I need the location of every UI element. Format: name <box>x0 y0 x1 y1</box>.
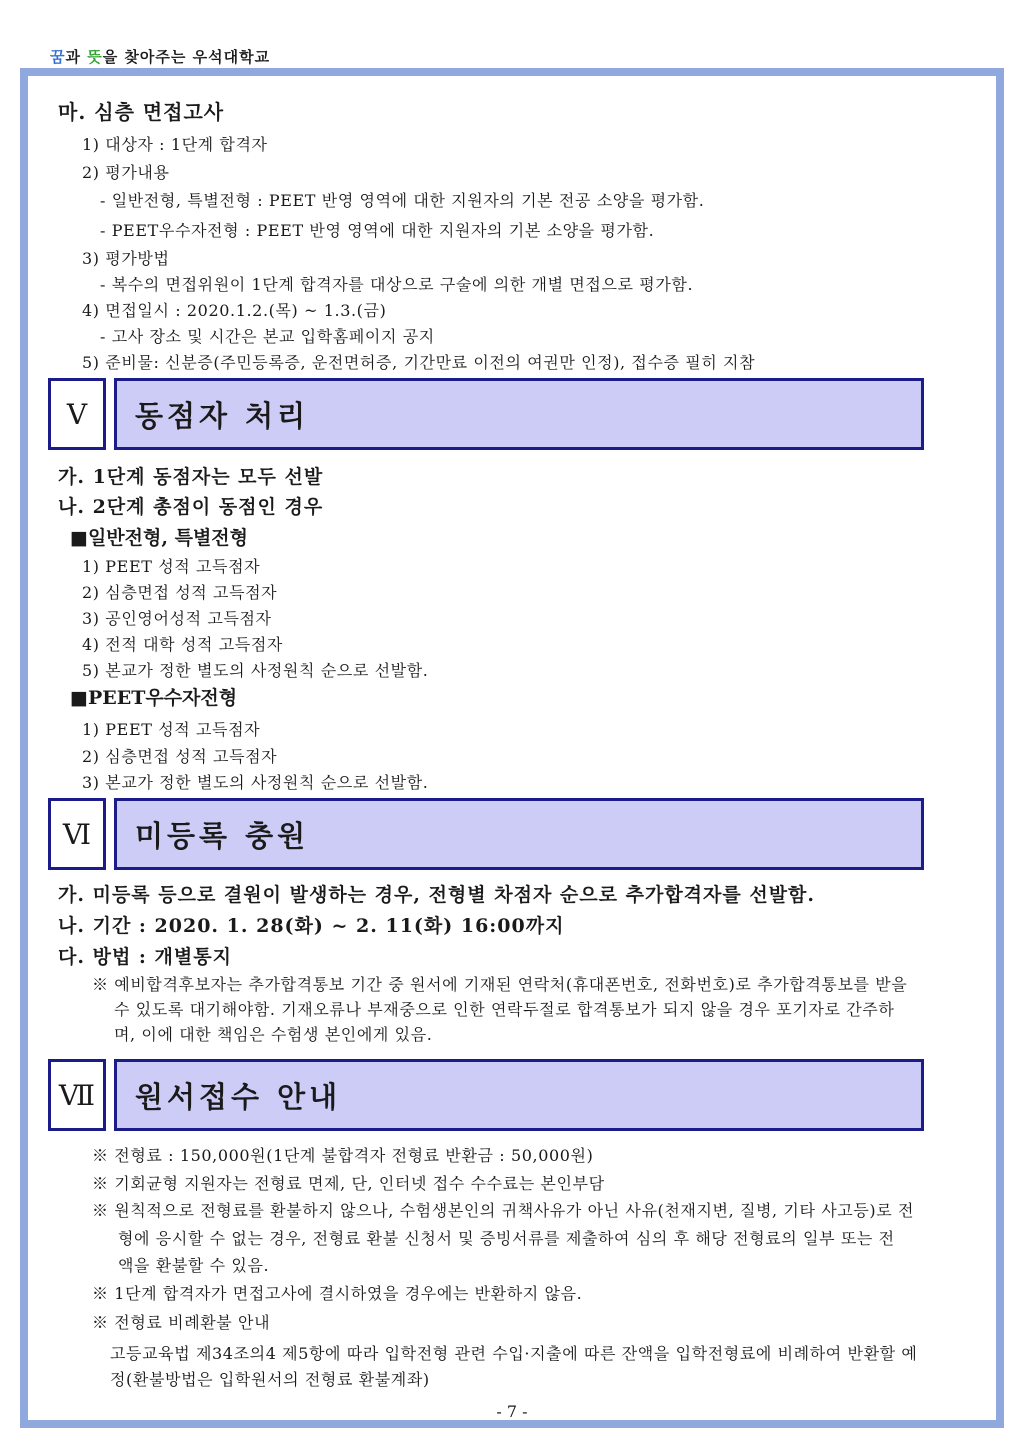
section-5-group1-title: ■일반전형, 특별전형 <box>70 527 249 549</box>
section-6-da: 다. 방법 : 개별통지 <box>58 946 232 968</box>
header-char-2: 과 <box>65 48 88 66</box>
section-6-na: 나. 기간 : 2020. 1. 28(화) ~ 2. 11(화) 16:00까지 <box>58 915 565 937</box>
section-6-number-box: Ⅵ <box>48 798 106 870</box>
ma-line-8: - 고사 장소 및 시간은 본교 입학홈페이지 공지 <box>100 327 435 346</box>
section-5-title-box: 동점자 처리 <box>114 378 924 450</box>
header-char-3: 뜻 <box>87 48 103 66</box>
ma-line-9: 5) 준비물: 신분증(주민등록증, 운전면허증, 기간만료 이전의 여권만 인정), 접수증 필히 지참 <box>82 353 756 372</box>
ma-line-1: 1) 대상자 : 1단계 합격자 <box>82 135 268 154</box>
section-7-note-6: ※ 1단계 합격자가 면접고사에 결시하였을 경우에는 반환하지 않음. <box>92 1284 583 1303</box>
section-5-ga: 가. 1단계 동점자는 모두 선발 <box>58 466 324 488</box>
group1-item-5: 5) 본교가 정한 별도의 사정원칙 순으로 선발함. <box>82 661 429 680</box>
section-7-note-8: 고등교육법 제34조의4 제5항에 따라 입학전형 관련 수입·지출에 따른 잔액을 입학전형료에 비례하여 반환할 예 <box>110 1344 918 1363</box>
group1-item-3: 3) 공인영어성적 고득점자 <box>82 609 272 628</box>
header-char-1: 꿈 <box>50 48 66 66</box>
page-header <box>50 46 270 67</box>
group1-item-2: 2) 심층면접 성적 고득점자 <box>82 583 278 602</box>
ma-line-3: - 일반전형, 특별전형 : PEET 반영 영역에 대한 지원자의 기본 전공 소양을 평가함. <box>100 191 705 210</box>
section-5-na: 나. 2단계 총점이 동점인 경우 <box>58 496 324 518</box>
group1-item-1: 1) PEET 성적 고득점자 <box>82 557 261 576</box>
group2-item-3: 3) 본교가 정한 별도의 사정원칙 순으로 선발함. <box>82 773 429 792</box>
group1-item-4: 4) 전적 대학 성적 고득점자 <box>82 635 283 654</box>
section-ma-title: 마. 심층 면접고사 <box>58 100 225 124</box>
section-7-title-box: 원서접수 안내 <box>114 1059 924 1131</box>
section-7-note-5: 액을 환불할 수 있음. <box>118 1256 270 1275</box>
section-7-note-3: ※ 원칙적으로 전형료를 환불하지 않으나, 수험생본인의 귀책사유가 아닌 사유(천재지변, 질병, 기타 사고등)로 전 <box>92 1201 915 1220</box>
section-7-note-4: 형에 응시할 수 없는 경우, 전형료 환불 신청서 및 증빙서류를 제출하여 심의 후 해당 전형료의 일부 또는 전 <box>118 1229 895 1248</box>
section-6-note-3: 며, 이에 대한 책임은 수험생 본인에게 있음. <box>114 1025 433 1044</box>
section-7-note-9: 정(환불방법은 입학원서의 전형료 환불계좌) <box>110 1370 430 1389</box>
section-5-number-box: Ⅴ <box>48 378 106 450</box>
header-text: 을 찾아주는 우석대학교 <box>102 48 271 66</box>
section-7-note-2: ※ 기회균형 지원자는 전형료 면제, 단, 인터넷 접수 수수료는 본인부담 <box>92 1174 605 1193</box>
ma-line-2: 2) 평가내용 <box>82 163 170 182</box>
ma-line-5: 3) 평가방법 <box>82 249 170 268</box>
group2-item-1: 1) PEET 성적 고득점자 <box>82 720 261 739</box>
section-6-note-1: ※ 예비합격후보자는 추가합격통보 기간 중 원서에 기재된 연락처(휴대폰번호, 전화번호)로 추가합격통보를 받을 <box>92 975 908 994</box>
section-6-title-box: 미등록 충원 <box>114 798 924 870</box>
page-number: - 7 - <box>496 1402 528 1421</box>
section-7-note-7: ※ 전형료 비례환불 안내 <box>92 1313 271 1332</box>
section-7-note-1: ※ 전형료 : 150,000원(1단계 불합격자 전형료 반환금 : 50,000원) <box>92 1146 594 1165</box>
group2-item-2: 2) 심층면접 성적 고득점자 <box>82 747 278 766</box>
section-7-number-box: Ⅶ <box>48 1059 106 1131</box>
ma-line-6: - 복수의 면접위원이 1단계 합격자를 대상으로 구술에 의한 개별 면접으로 평가함. <box>100 275 694 294</box>
ma-line-4: - PEET우수자전형 : PEET 반영 영역에 대한 지원자의 기본 소양을 평가함. <box>100 221 655 240</box>
section-6-ga: 가. 미등록 등으로 결원이 발생하는 경우, 전형별 차점자 순으로 추가합격자를 선발함. <box>58 884 816 906</box>
section-5-group2-title: ■PEET우수자전형 <box>70 687 238 709</box>
section-6-note-2: 수 있도록 대기해야함. 기재오류나 부재중으로 인한 연락두절로 합격통보가 되지 않을 경우 포기자로 간주하 <box>114 1000 895 1019</box>
ma-line-7: 4) 면접일시 : 2020.1.2.(목) ~ 1.3.(금) <box>82 301 387 320</box>
